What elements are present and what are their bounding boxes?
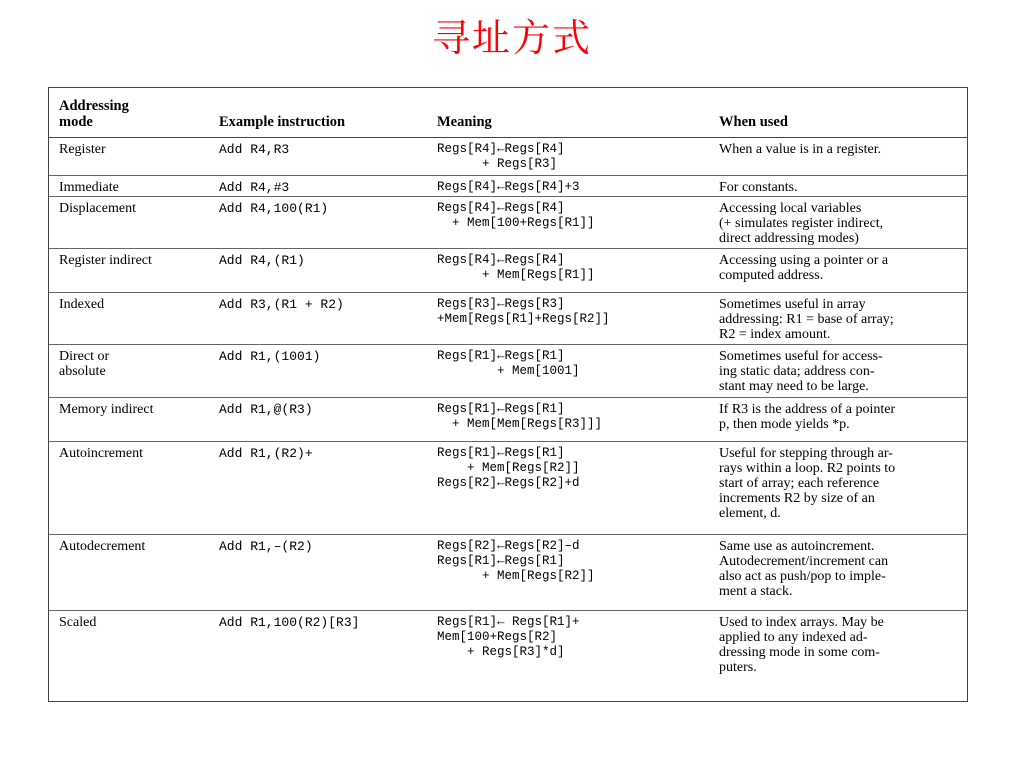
mode-line: Scaled: [59, 615, 97, 630]
meaning-line: Regs[R2]←Regs[R2]+d: [437, 476, 580, 490]
meaning-line: Regs[R1]←Regs[R1]: [437, 554, 565, 568]
cell-meaning: [427, 539, 709, 610]
table-header-row: [49, 88, 967, 138]
mode-line: Direct or: [59, 349, 110, 364]
meaning-line: + Mem[1001]: [437, 364, 580, 378]
cell-meaning: [427, 180, 709, 196]
table-row: [49, 345, 967, 398]
when-line: dressing mode in some com-: [719, 645, 880, 660]
mode-line: Memory indirect: [59, 402, 154, 417]
meaning-line: Regs[R4]←Regs[R4]: [437, 201, 565, 215]
meaning-line: Regs[R4]←Regs[R4]+3: [437, 180, 580, 194]
mode-line: Autodecrement: [59, 539, 146, 554]
cell-mode: [49, 539, 209, 610]
when-line: Autodecrement/increment can: [719, 554, 889, 569]
cell-mode: [49, 615, 209, 701]
when-line: addressing: R1 = base of array;: [719, 312, 894, 327]
cell-example: Add R1,(1001): [219, 349, 321, 364]
when-line: stant may need to be large.: [719, 379, 869, 394]
when-line: When a value is in a register.: [719, 142, 882, 157]
table-row: [49, 138, 967, 176]
cell-meaning: [427, 201, 709, 248]
table-row: [49, 442, 967, 535]
meaning-line: Regs[R4]←Regs[R4]: [437, 253, 565, 267]
cell-meaning: [427, 349, 709, 397]
meaning-line: + Regs[R3]: [437, 157, 558, 171]
when-line: also act as push/pop to imple-: [719, 569, 886, 584]
when-line: increments R2 by size of an: [719, 491, 875, 506]
cell-mode: [49, 253, 209, 292]
mode-line: Indexed: [59, 297, 105, 312]
when-line: R2 = index amount.: [719, 327, 831, 342]
cell-mode: [49, 402, 209, 441]
table-row: [49, 176, 967, 197]
cell-when-used: [709, 201, 959, 248]
meaning-line: + Mem[Regs[R2]]: [437, 569, 595, 583]
cell-example: Add R1,(R2)+: [219, 446, 313, 461]
header-addressing-mode: [49, 98, 209, 130]
meaning-line: + Mem[Regs[R2]]: [437, 461, 580, 475]
addressing-modes-table: [48, 87, 968, 702]
when-line: applied to any indexed ad-: [719, 630, 868, 645]
cell-meaning: [427, 446, 709, 534]
when-line: puters.: [719, 660, 757, 675]
cell-mode: [49, 142, 209, 175]
cell-example: Add R3,(R1 + R2): [219, 297, 344, 312]
cell-mode: [49, 297, 209, 344]
cell-meaning: [427, 253, 709, 292]
cell-when-used: [709, 539, 959, 610]
cell-when-used: [709, 615, 959, 701]
when-line: Accessing using a pointer or a: [719, 253, 889, 268]
cell-example: Add R4,(R1): [219, 253, 305, 268]
meaning-line: Regs[R4]←Regs[R4]: [437, 142, 565, 156]
meaning-line: + Mem[100+Regs[R1]]: [437, 216, 595, 230]
table-row: [49, 611, 967, 701]
meaning-line: Regs[R1]←Regs[R1]: [437, 402, 565, 416]
mode-line: Displacement: [59, 201, 136, 216]
table-row: [49, 197, 967, 249]
cell-meaning: [427, 615, 709, 701]
cell-when-used: [709, 180, 959, 196]
when-line: ing static data; address con-: [719, 364, 875, 379]
when-line: If R3 is the address of a pointer: [719, 402, 896, 417]
cell-mode: [49, 180, 209, 196]
mode-line: absolute: [59, 364, 106, 379]
cell-meaning: [427, 402, 709, 441]
cell-example: Add R4,#3: [219, 180, 290, 195]
when-line: For constants.: [719, 180, 798, 195]
cell-mode: [49, 201, 209, 248]
cell-meaning: [427, 297, 709, 344]
when-line: direct addressing modes): [719, 231, 859, 246]
mode-line: Register: [59, 142, 106, 157]
cell-meaning: [427, 142, 709, 175]
table-row: [49, 535, 967, 611]
cell-when-used: [709, 253, 959, 292]
cell-example: Add R1,100(R2)[R3]: [219, 615, 360, 630]
meaning-line: + Mem[Mem[Regs[R3]]]: [437, 417, 603, 431]
table-row: [49, 249, 967, 293]
cell-mode: [49, 349, 209, 397]
page-title: 寻址方式: [431, 16, 592, 60]
cell-example: Add R4,R3: [219, 142, 290, 157]
cell-example: Add R4,100(R1): [219, 201, 329, 216]
when-line: rays within a loop. R2 points to: [719, 461, 896, 476]
table-body: [49, 138, 967, 701]
header-line: Addressing: [59, 98, 129, 114]
header-line: mode: [59, 114, 93, 130]
meaning-line: Regs[R2]←Regs[R2]–d: [437, 539, 580, 553]
when-line: Used to index arrays. May be: [719, 615, 884, 630]
meaning-line: Mem[100+Regs[R2]: [437, 630, 558, 644]
mode-line: Autoincrement: [59, 446, 143, 461]
mode-line: Immediate: [59, 180, 119, 195]
meaning-line: Regs[R1]←Regs[R1]: [437, 349, 565, 363]
when-line: ment a stack.: [719, 584, 793, 599]
when-line: computed address.: [719, 268, 824, 283]
table-row: [49, 398, 967, 442]
meaning-line: + Mem[Regs[R1]]: [437, 268, 595, 282]
cell-example: Add R1,–(R2): [219, 539, 313, 554]
cell-mode: [49, 446, 209, 534]
when-line: element, d.: [719, 506, 781, 521]
cell-when-used: [709, 402, 959, 441]
when-line: start of array; each reference: [719, 476, 880, 491]
meaning-line: Regs[R1]← Regs[R1]+: [437, 615, 580, 629]
header-when-used: When used: [719, 114, 788, 130]
cell-example: Add R1,@(R3): [219, 402, 313, 417]
when-line: p, then mode yields *p.: [719, 417, 850, 432]
cell-when-used: [709, 349, 959, 397]
cell-when-used: [709, 142, 959, 175]
meaning-line: + Regs[R3]*d]: [437, 645, 565, 659]
meaning-line: +Mem[Regs[R1]+Regs[R2]]: [437, 312, 610, 326]
meaning-line: Regs[R1]←Regs[R1]: [437, 446, 565, 460]
when-line: Sometimes useful in array: [719, 297, 866, 312]
when-line: (+ simulates register indirect,: [719, 216, 884, 231]
cell-when-used: [709, 297, 959, 344]
table-row: [49, 293, 967, 345]
header-meaning: Meaning: [437, 114, 492, 130]
header-example-instruction: Example instruction: [219, 114, 346, 130]
when-line: Accessing local variables: [719, 201, 862, 216]
when-line: Same use as autoincrement.: [719, 539, 875, 554]
when-line: Sometimes useful for access-: [719, 349, 883, 364]
mode-line: Register indirect: [59, 253, 152, 268]
when-line: Useful for stepping through ar-: [719, 446, 893, 461]
cell-when-used: [709, 446, 959, 534]
meaning-line: Regs[R3]←Regs[R3]: [437, 297, 565, 311]
